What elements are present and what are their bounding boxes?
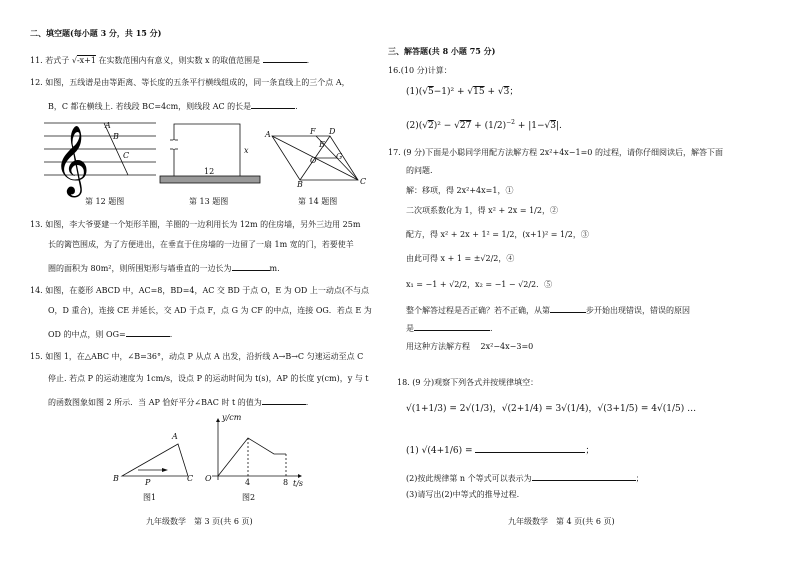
q17-question-2: 是 . (406, 324, 493, 333)
fig14-label-o: O (310, 156, 317, 165)
q18-part1: (1) √(4+1/6) = ； (406, 446, 595, 456)
q17-step3: 配方，得 x² + 2x + 1² = 1/2，(x+1)² = 1/2，③ (406, 230, 589, 239)
fig15-label-p: P (145, 478, 151, 487)
fig14-label-c: C (360, 177, 367, 186)
q13-text-3: 圈的面积为 80m²，则所围矩形与墙垂直的一边长为 (48, 264, 232, 273)
q18-text-1: (9 分)观察下列各式并按规律填空： (412, 378, 539, 387)
q13-unit: m. (269, 264, 280, 273)
function-curve (218, 438, 286, 476)
q17-step3-text: 配方，得 (406, 230, 438, 239)
sqrt-expression: √-x+1 (71, 56, 96, 65)
q12-text-1: 如图，五线谱是由等距离、等长度的五条平行横线组成的，同一条直线上的三个点 A， (45, 78, 350, 87)
q18-part3: (3)请写出(2)中等式的推导过程. (406, 490, 520, 499)
q15-line1 (30, 352, 363, 362)
fig13-caption: 第 13 题图 (189, 197, 229, 206)
q18-line1 (397, 378, 538, 388)
fig12-label-a: A (105, 121, 111, 130)
fig15-1-caption: 图1 (143, 493, 157, 502)
treble-clef-icon: 𝄞 (54, 125, 90, 195)
q12-line2: B，C 都在横线上. 若线段 BC=4cm，则线段 AC 的长是 . (48, 102, 298, 111)
q15-number: 15. (30, 352, 43, 361)
q17-line1 (388, 148, 723, 158)
q13-text-1: 如图，李大爷要建一个矩形羊圈，羊圈的一边利用长为 12m 的住房墙，另外三边用 25m (45, 220, 361, 229)
q14-answer-blank[interactable] (126, 328, 170, 337)
section-solve-title: 三、解答题(共 8 小题 75 分) (388, 46, 496, 56)
q18-pattern: √(1+1/3) = 2√(1/3)，√(2+1/4) = 3√(1/4)，√(3+1/5) = 4√(1/5) … (406, 404, 697, 414)
q15-answer-blank[interactable] (262, 396, 306, 405)
fig14-label-e: E (319, 140, 325, 149)
q17-reason-blank[interactable] (414, 322, 490, 331)
q16-part1: (1)(√5−1)² + √15 + √3； (406, 87, 519, 97)
q12-number: 12. (30, 78, 43, 87)
y-axis-arrow-icon (216, 418, 220, 422)
fig15-2-caption: 图2 (242, 493, 256, 502)
q18-number: 18. (397, 378, 410, 387)
q13-line2: 长的篱笆围成，为了方便进出，在垂直于住房墙的一边留了一扇 1m 宽的门，若要使羊 (48, 240, 354, 249)
q18-p2-blank[interactable] (532, 472, 636, 481)
fig12-label-c: C (123, 151, 130, 160)
q11-number: 11. (30, 56, 43, 65)
fig12-label-b: B (113, 132, 119, 141)
fig12-caption: 第 12 题图 (85, 197, 125, 206)
fig15-label-a: A (172, 432, 178, 441)
q17-step4-text: 由此可得 (406, 254, 438, 263)
fig13-label-x: x (244, 146, 249, 155)
house-wall (160, 176, 260, 183)
fig15-label-b: B (113, 474, 119, 483)
fig15-2-tick-8: 8 (283, 478, 289, 487)
figure-12-staff (44, 118, 156, 195)
q18-part2: (2)按此规律第 n 个等式可以表示为 ； (406, 474, 644, 483)
q17-q-text-1: 整个解答过程是否正确？若不正确，从第 (406, 306, 550, 315)
fig14-label-d: D (329, 127, 336, 136)
q18-p1-blank[interactable] (475, 444, 585, 453)
q13-answer-blank[interactable] (232, 262, 270, 271)
q16-p2-label: (2) (406, 121, 419, 131)
q17-last: 用这种方法解方程 2x²−4x−3=0 (406, 342, 534, 351)
q16-part2: $(2)(√2)^2 - √27 + (1/2)^{-2} + |1-√3|$. (406, 119, 562, 131)
q17-text-1: (9 分)下面是小聪同学用配方法解方程 2x²+4x−1=0 的过程，请你仔细阅读后，解答下面 (403, 148, 723, 157)
q14-line2: O，D 重合)，连接 CE 并延长，交 AD 于点 F，点 G 为 CF 的中点，连接 OG．若点 E 为 (48, 306, 372, 315)
q18-p2-text: (2)按此规律第 n 个等式可以表示为 (406, 474, 532, 483)
fig15-2-xlabel: t/s (293, 479, 304, 488)
fig15-2-tick-4: 4 (245, 478, 251, 487)
q14-number: 14. (30, 286, 43, 295)
q17-number: 17. (388, 148, 401, 157)
fig15-2-ylabel: y/cm (222, 413, 242, 422)
q13-line3 (48, 262, 280, 274)
q11-text-b: 在实数范围内有意义，则实数 x 的取值范围是 (98, 56, 261, 65)
q15-text-3: 的函数图象如图 2 所示．当 AP 恰好平分∠BAC 时 t 的值为 (48, 398, 262, 407)
q11: 11. 若式子 √-x+1 在实数范围内有意义，则实数 x 的取值范围是 . (30, 56, 310, 65)
q16-text: (10 分)计算： (400, 66, 452, 75)
q15-line2: 停止. 若点 P 的运动速度为 1cm/s，设点 P 的运动时间为 t(s)，AP 的长度 y(cm)，y 与 t (48, 374, 369, 383)
q17-q-text-2: 是 (406, 324, 414, 333)
q14-text-1: 如图，在菱形 ABCD 中，AC=8，BD=4，AC 交 BD 于点 O，E 为 OD 上一动点(不与点 (45, 286, 369, 295)
q16-number: 16. (388, 66, 401, 75)
q11-answer-blank[interactable] (263, 54, 307, 63)
q16-head (388, 66, 452, 76)
q17-step4: 由此可得 x + 1 = ±√2/2，④ (406, 254, 515, 263)
q14-line1 (30, 286, 369, 296)
right-page-footer: 九年级数学 第 4 页(共 6 页) (508, 517, 615, 526)
q17-question-1 (406, 304, 690, 316)
figure-13-pen (160, 120, 260, 192)
fig14-label-b: B (297, 180, 303, 189)
fig15-2-origin: O (205, 474, 212, 483)
q12-answer-blank[interactable] (251, 100, 295, 109)
fig13-label-wall: 12 (204, 167, 215, 176)
fig14-label-f: F (310, 127, 316, 136)
q14-text-3: OD 的中点，则 OG= (48, 330, 126, 339)
q17-line2: 的问题. (406, 166, 433, 175)
q13-number: 13. (30, 220, 43, 229)
q15-line3: 的函数图象如图 2 所示．当 AP 恰好平分∠BAC 时 t 的值为 . (48, 398, 309, 407)
q17-q-text-1b: 步开始出现错误，错误的原因 (586, 306, 690, 315)
fig14-caption: 第 14 题图 (298, 197, 338, 206)
fig14-label-g: G (336, 152, 343, 161)
fig14-label-a: A (265, 130, 271, 139)
q17-step2-text: 二次项系数化为 1，得 (406, 206, 486, 215)
q16-p1-label: (1) (406, 87, 419, 97)
figure-15-graph (212, 420, 302, 482)
q18-p1-label: (1) (406, 446, 419, 456)
triangle-abc (122, 444, 188, 476)
t-axis-arrow-icon (298, 474, 302, 478)
q13-line1 (30, 220, 360, 230)
q12-line1 (30, 78, 350, 88)
q15-text-1: 如图 1，在△ABC 中，∠B=36°，动点 P 从点 A 出发，沿折线 A→B→C 匀速运动至点 C (45, 352, 364, 361)
q12-text-2: B，C 都在横线上. 若线段 BC=4cm，则线段 AC 的长是 (48, 102, 252, 111)
arrow-right-icon (162, 468, 168, 472)
q14-line3: OD 的中点，则 OG= . (48, 330, 173, 339)
fig15-label-c: C (187, 474, 194, 483)
q17-step1: 解：移项，得 2x²+4x=1，① (406, 186, 514, 195)
q11-radicand: -x+1 (76, 56, 96, 65)
left-page-footer: 九年级数学 第 3 页(共 6 页) (146, 517, 253, 526)
section-fill-blank-title: 二、填空题(每小题 3 分，共 15 分) (30, 28, 162, 38)
q11-text-a: 若式子 (45, 56, 70, 65)
figure-15-triangle (118, 440, 198, 480)
q17-step2: 二次项系数化为 1，得 x² + 2x = 1/2，② (406, 206, 558, 215)
q17-step5: x₁ = −1 + √2/2，x₂ = −1 − √2/2．⑤ (406, 280, 553, 289)
q17-step-blank[interactable] (550, 304, 586, 313)
